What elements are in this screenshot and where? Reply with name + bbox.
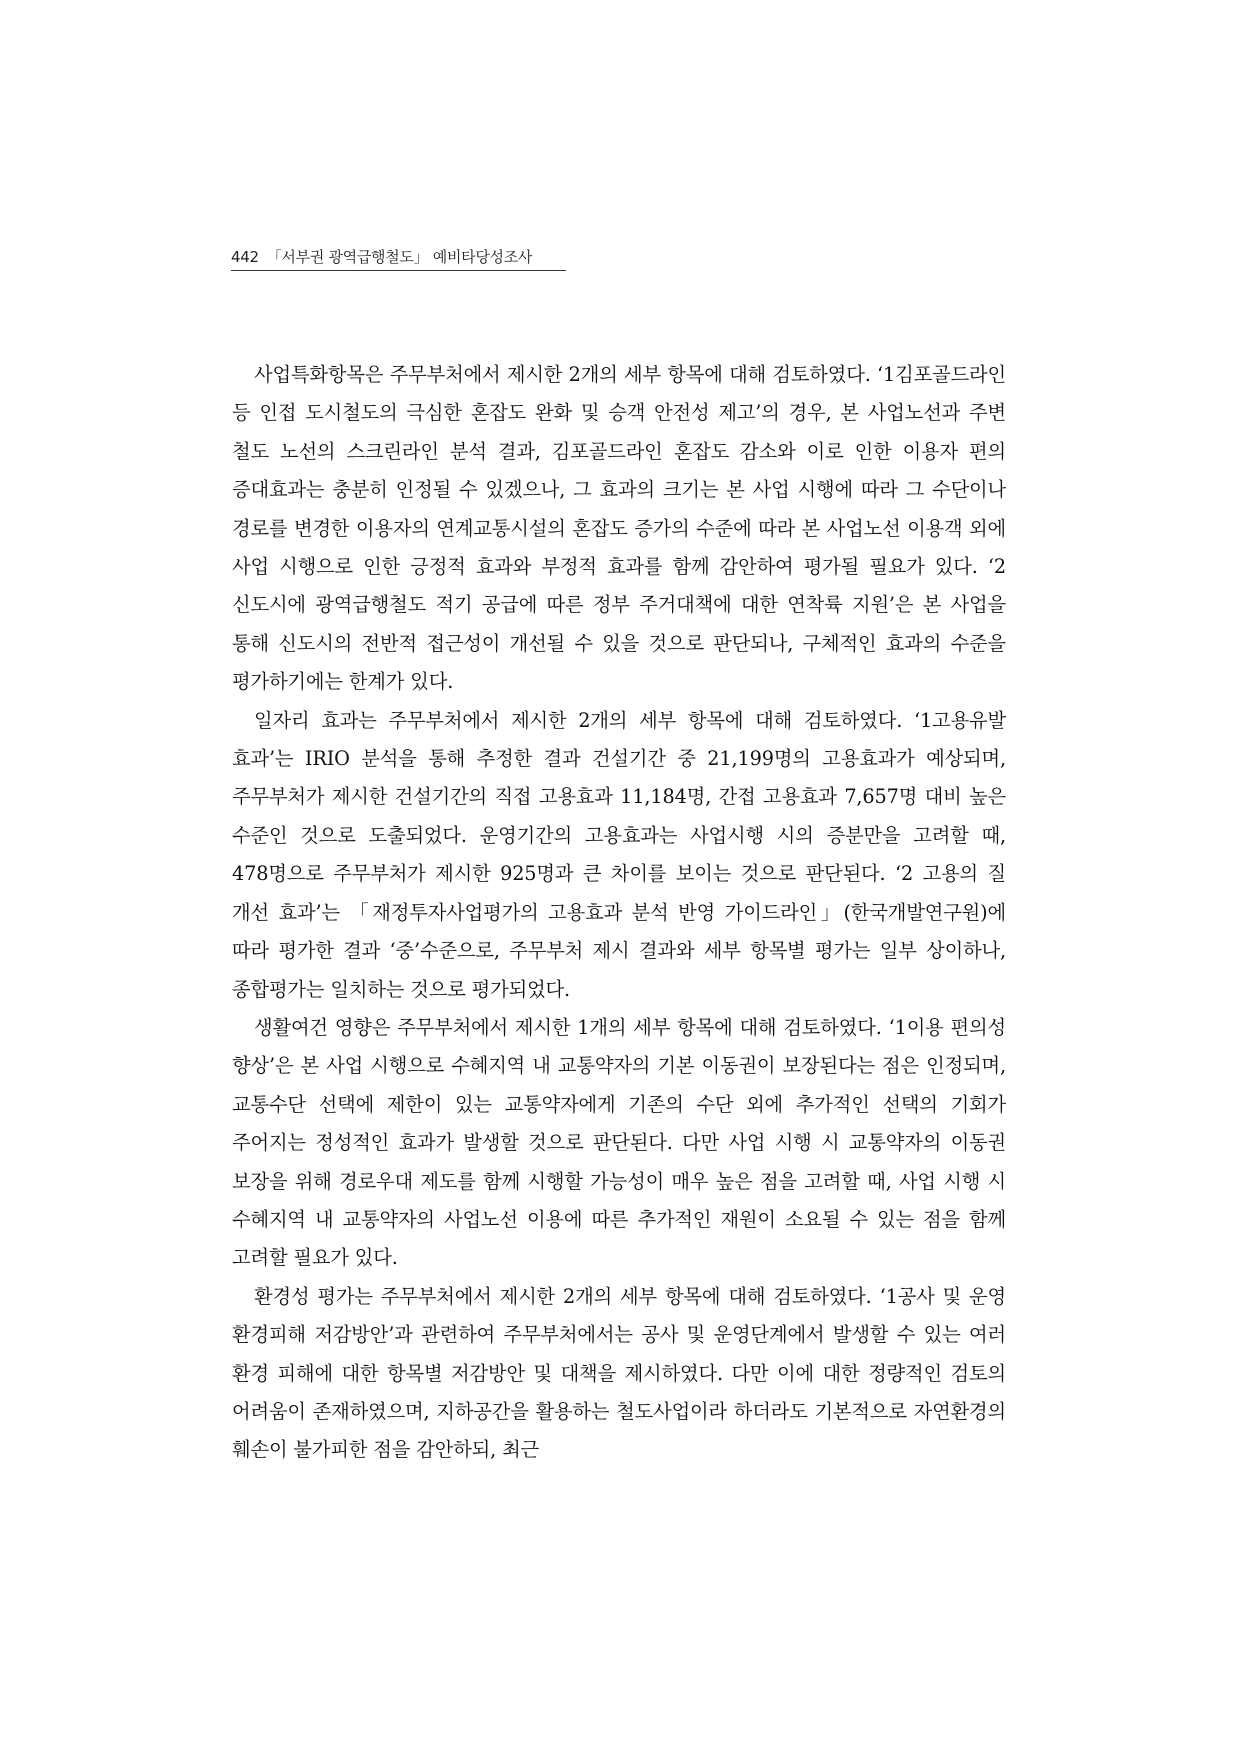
paragraph-employment-effect: 일자리 효과는 주무부처에서 제시한 2개의 세부 항목에 대해 검토하였다. ‘1고용유발 효과’는 IRIO 분석을 통해 추정한 결과 건설기간 중 21,199명의 고용효과가 예상되며, 주무부처가 제시한 건설기간의 직접 고용효과 11,184명, 간접 고용효과 7,657명 대비 높은 수준인 것으로 도출되었다. 운영기간의 고용효과는 사업시행 시의 증분만을 고려할 때, 478명으로 주무부처가 제시한 925명과 큰 차이를 보이는 것으로 판단된다. ‘2 고용의 질 개선 효과’는 「재정투자사업평가의 고용효과 분석 반영 가이드라인」(한국개발연구원)에 따라 평가한 결과 ‘중’수준으로, 주무부처 제시 결과와 세부 항목별 평가는 일부 상이하나, 종합평가는 일치하는 것으로 평가되었다. <box>232 708 1006 1001</box>
body-text <box>232 356 1006 1470</box>
running-header <box>231 246 566 271</box>
page-number: 442 <box>231 248 259 266</box>
paragraph-environment: 환경성 평가는 주무부처에서 제시한 2개의 세부 항목에 대해 검토하였다. ‘1공사 및 운영 환경피해 저감방안’과 관련하여 주무부처에서는 공사 및 운영단계에서 발생할 수 있는 여러 환경 피해에 대한 항목별 저감방안 및 대책을 제시하였다. 다만 이에 대한 정량적인 검토의 어려움이 존재하였으며, 지하공간을 활용하는 철도사업이라 하더라도 기본적으로 자연환경의 훼손이 불가피한 점을 감안하되, 최근 <box>232 1284 1006 1462</box>
paragraph-special-items: 사업특화항목은 주무부처에서 제시한 2개의 세부 항목에 대해 검토하였다. ‘1김포골드라인 등 인접 도시철도의 극심한 혼잡도 완화 및 승객 안전성 제고’의 경우, 본 사업노선과 주변 철도 노선의 스크린라인 분석 결과, 김포골드라인 혼잡도 감소와 이로 인한 이용자 편의 증대효과는 충분히 인정될 수 있겠으나, 그 효과의 크기는 본 사업 시행에 따라 그 수단이나 경로를 변경한 이용자의 연계교통시설의 혼잡도 증가의 수준에 따라 본 사업노선 이용객 외에 사업 시행으로 인한 긍정적 효과와 부정적 효과를 함께 감안하여 평가될 필요가 있다. ‘2 신도시에 광역급행철도 적기 공급에 따른 정부 주거대책에 대한 연착륙 지원’은 본 사업을 통해 신도시의 전반적 접근성이 개선될 수 있을 것으로 판단되나, 구체적인 효과의 수준을 평가하기에는 한계가 있다. <box>232 363 1006 694</box>
book-title: 「서부권 광역급행철도」 예비타당성조사 <box>266 248 533 266</box>
paragraph-living-conditions: 생활여건 영향은 주무부처에서 제시한 1개의 세부 항목에 대해 검토하였다. ‘1이용 편의성 향상’은 본 사업 시행으로 수혜지역 내 교통약자의 기본 이동권이 보장된다는 점은 인정되며, 교통수단 선택에 제한이 있는 교통약자에게 기존의 수단 외에 추가적인 선택의 기회가 주어지는 정성적인 효과가 발생할 것으로 판단된다. 다만 사업 시행 시 교통약자의 이동권 보장을 위해 경로우대 제도를 함께 시행할 가능성이 매우 높은 점을 고려할 때, 사업 시행 시 수혜지역 내 교통약자의 사업노선 이용에 따른 추가적인 재원이 소요될 수 있는 점을 함께 고려할 필요가 있다. <box>232 1015 1006 1270</box>
